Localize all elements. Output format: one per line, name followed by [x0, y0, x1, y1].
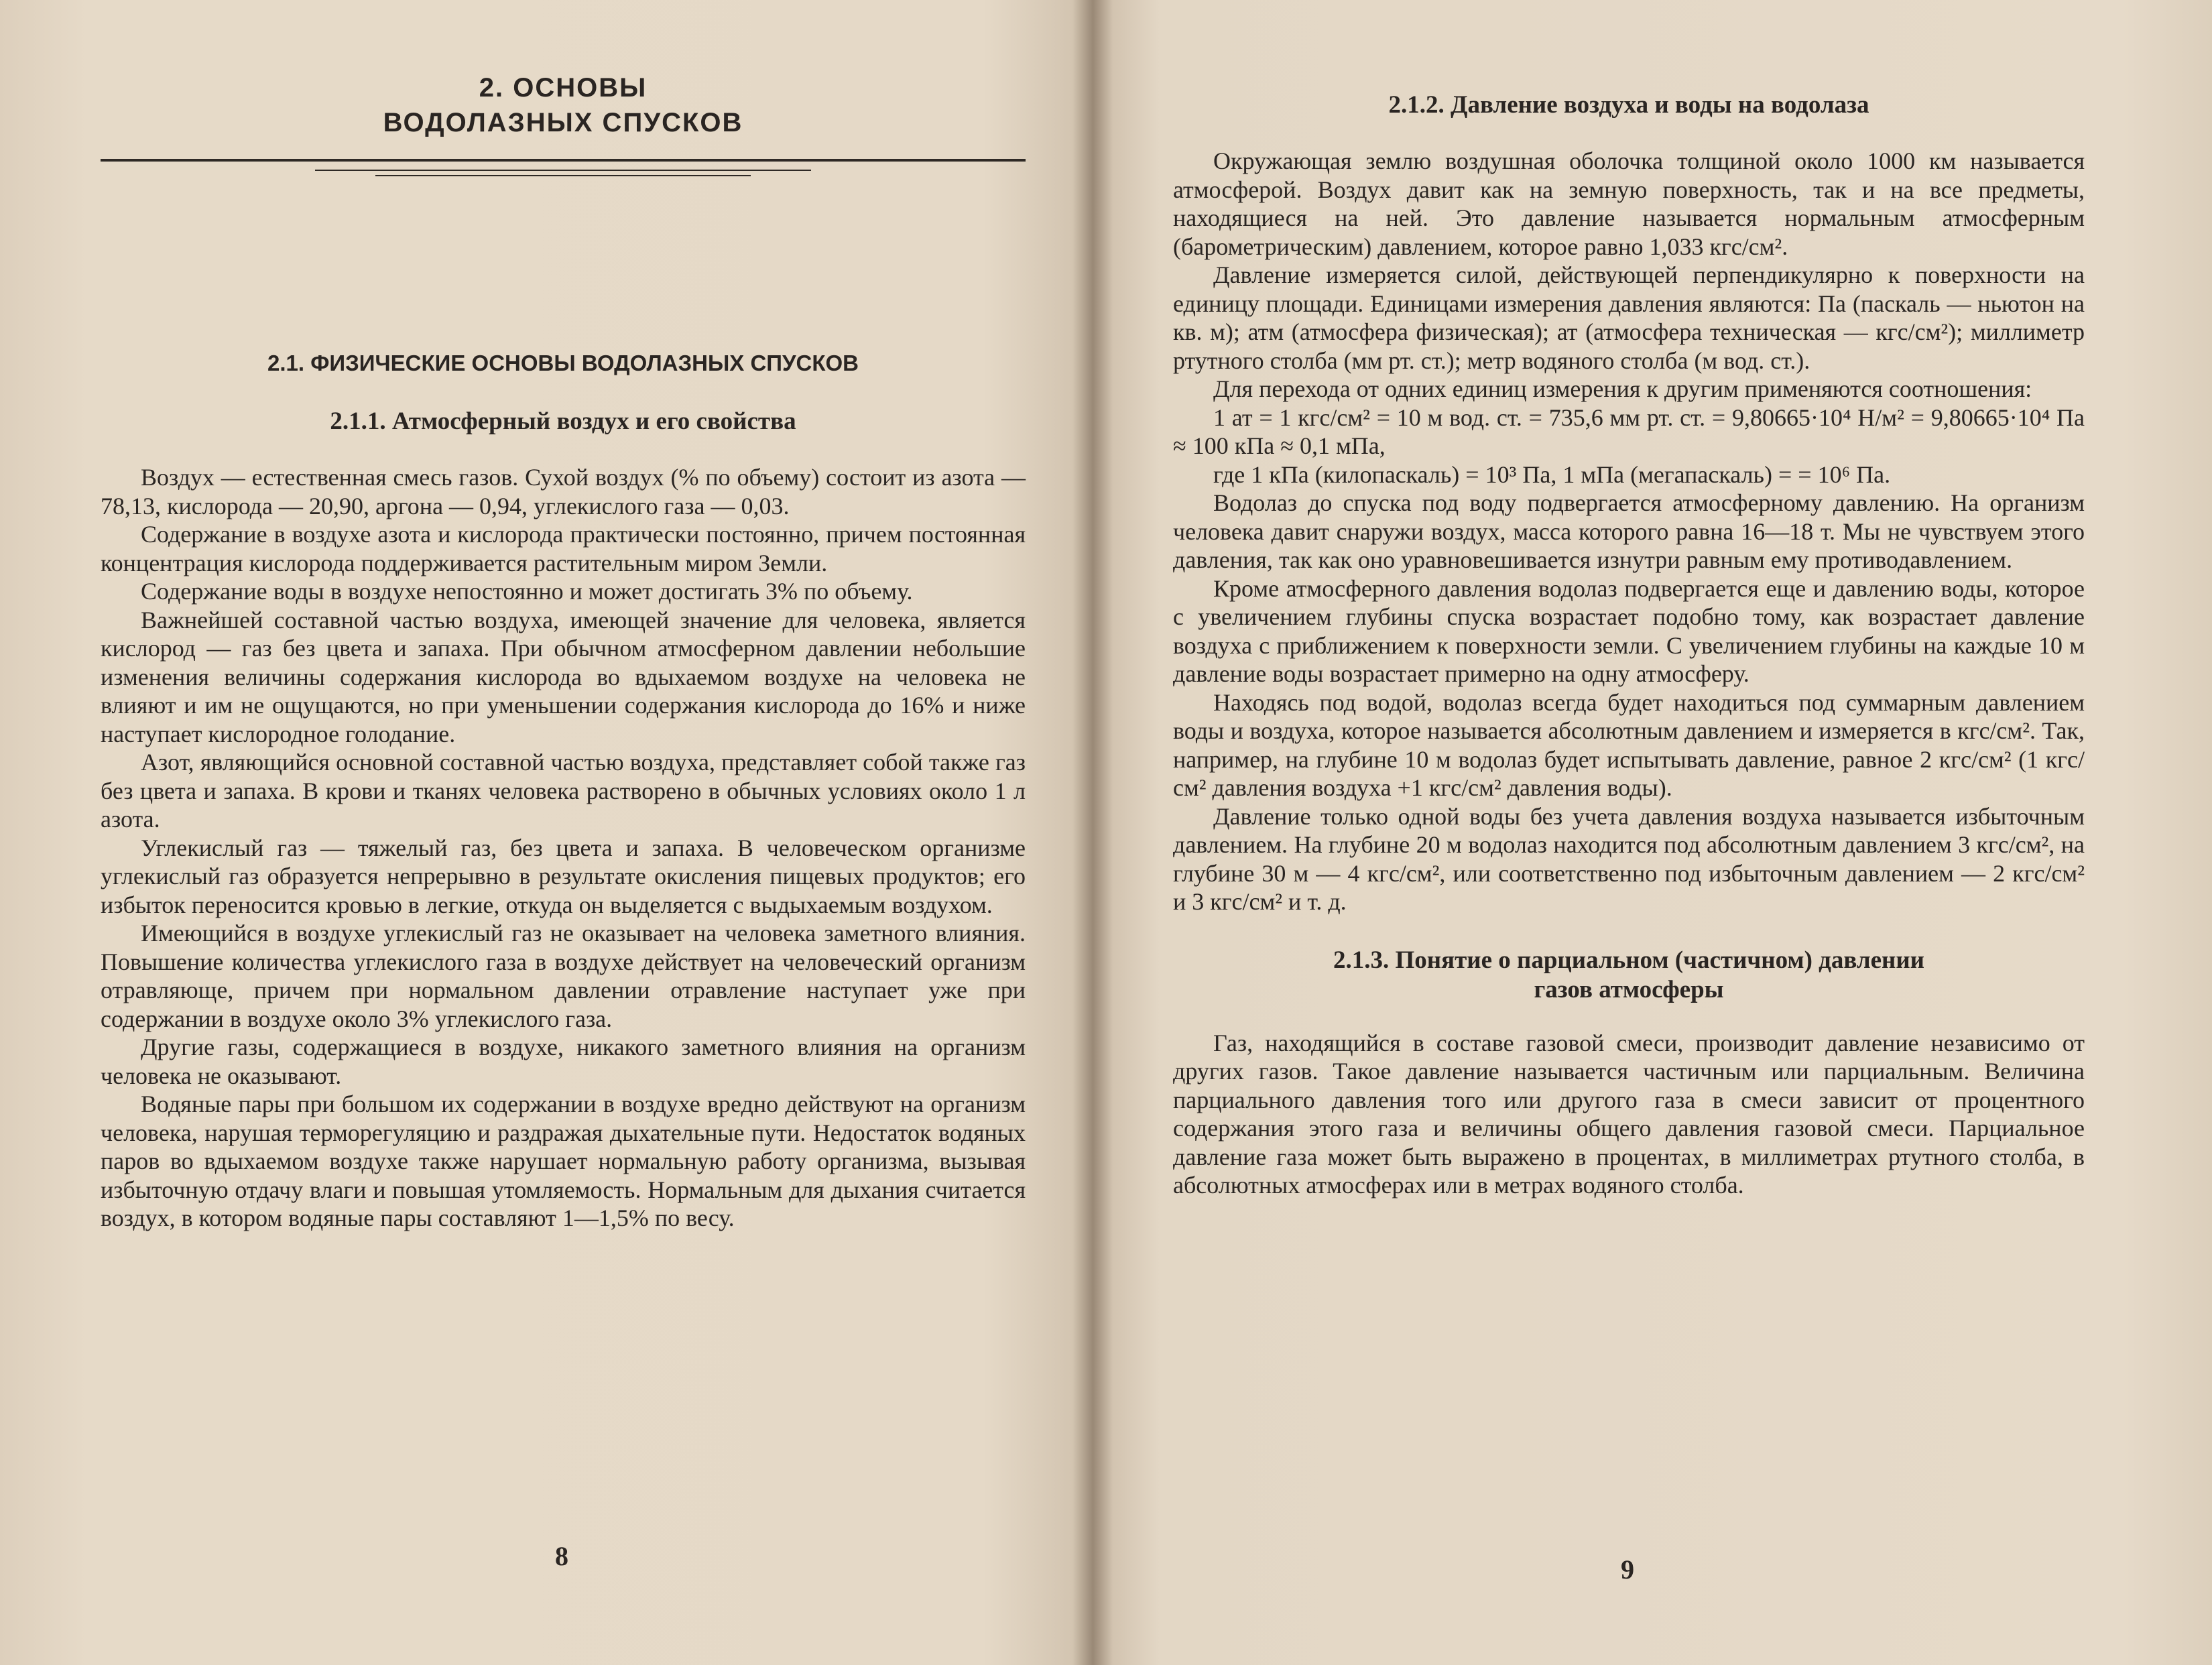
paragraph: Важнейшей составной частью воздуха, имеющей значение для человека, является кислород — газ без цвета и запаха. При обычном атмосферном давлении небольшие изменения величины содержания кислорода во вдыхаемом воздухе на человека не влияют и им не ощущаются, но при уменьшении содержания кислорода до 16% и ниже наступает кислородное голодание. [101, 606, 1026, 747]
paragraph: Имеющийся в воздухе углекислый газ не оказывает на человека заметного влияния. Повышение количества углекислого газа в воздухе действует на человеческий организм отравляюще, причем при нормальном давлении отравление наступает уже при содержании в воздухе около 3% углекислого газа. [101, 920, 1026, 1032]
paragraph: Воздух — естественная смесь газов. Сухой воздух (% по объему) состоит из азота — 78,13, кислорода — 20,90, аргона — 0,94, углекислого газа — 0,03. [101, 464, 1026, 519]
subsection-title-2-1-3-line-1: 2.1.3. Понятие о парциальном (частичном) давлении [1333, 946, 1924, 974]
paragraph: Содержание воды в воздухе непостоянно и может достигать 3% по объему. [141, 578, 913, 605]
paragraph: Давление только одной воды без учета давления воздуха называется избыточным давлением. На глубине 20 м водолаз находится под абсолютным давлением 3 кгс/см², на глубине 30 м — 4 кгс/см², или соответственно под избыточным давлением — 2 кгс/см² и 3 кгс/см² и т. д. [1173, 802, 2085, 915]
paragraph: Для перехода от одних единиц измерения к другим применяются соотношения: [1213, 375, 2032, 402]
paragraph: Водолаз до спуска под воду подвергается атмосферному давлению. На организм человека давит снаружи воздух, масса которого равна 16—18 т. Мы не чувствуем этого давления, так как оно уравновешивается изнутри равным ему противодавлением. [1173, 489, 2085, 573]
paragraph: Давление измеряется силой, действующей перпендикулярно к поверхности на единицу площади. Единицами измерения давления являются: Па (паскаль — ньютон на кв. м); атм (атмосфера физическая); ат (атмосфера техническая — кгс/см²); миллиметр ртутного столба (мм рт. ст.); метр водяного столба (м вод. ст.). [1173, 261, 2085, 374]
subsection-title-2-1-3-line-2: газов атмосферы [1534, 975, 1724, 1003]
page-number-right: 9 [1621, 1554, 1634, 1585]
chapter-rule-thick [101, 159, 1026, 162]
subsection-title-2-1-1: 2.1.1. Атмосферный воздух и его свойства [330, 408, 796, 435]
paragraph: Содержание в воздухе азота и кислорода практически постоянно, причем постоянная концентрация кислорода поддерживается растительным миром Земли. [101, 521, 1026, 576]
paragraph: Водяные пары при большом их содержании в воздухе вредно действуют на организм человека, нарушая терморегуляцию и раздражая дыхательные пути. Недостаток водяных паров во вдыхаемом воздухе также нарушает нормальную работу организма, вызывая избыточную отдачу влаги и повышая утомляемость. Нормальным для дыхания считается воздух, в котором водяные пары составляют 1—1,5% по весу. [101, 1091, 1026, 1231]
chapter-rule-thin-2 [375, 175, 751, 176]
page-number-left: 8 [555, 1541, 568, 1571]
chapter-title-line-2: ВОДОЛАЗНЫХ СПУСКОВ [383, 108, 743, 137]
paragraph: Углекислый газ — тяжелый газ, без цвета и запаха. В человеческом организме углекислый газ образуется непрерывно в результате окисления пищевых продуктов; его избыток переносится кровью в легкие, откуда он выделяется с выдыхаемым воздухом. [101, 834, 1026, 918]
left-page [0, 0, 1093, 1665]
section-title: 2.1. ФИЗИЧЕСКИЕ ОСНОВЫ ВОДОЛАЗНЫХ СПУСКОВ [267, 351, 859, 375]
paragraph: Газ, находящийся в составе газовой смеси, производит давление независимо от других газов. Такое давление называется частичным или парциальным. Величина парциального давления того или другого газа в смеси зависит от процентного содержания этого газа и величины общего давления газовой смеси. Парциальное давление газа может быть выражено в процентах, в миллиметрах ртутного столба, в абсолютных атмосферах или в метрах водяного столба. [1173, 1029, 2085, 1198]
paragraph: Другие газы, содержащиеся в воздухе, никакого заметного влияния на организм человека не оказывают. [101, 1034, 1026, 1089]
paragraph: Азот, являющийся основной составной частью воздуха, представляет собой также газ без цвета и запаха. В крови и тканях человека растворено в обычных условиях около 1 л азота. [101, 749, 1026, 832]
formula-line: где 1 кПа (килопаскаль) = 10³ Па, 1 мПа (мегапаскаль) = = 10⁶ Па. [1213, 460, 1891, 488]
left-page-content [101, 70, 1026, 1233]
paragraph: Находясь под водой, водолаз всегда будет находиться под суммарным давлением воды и воздуха, которое называется абсолютным давлением и измеряется в кгс/см². Так, например, на глубине 10 м водолаз будет испытывать давление, равное 2 кгс/см² (1 кгс/см² давления воздуха +1 кгс/см² давления воды). [1173, 688, 2085, 801]
paragraph: Окружающая землю воздушная оболочка толщиной около 1000 км называется атмосферой. Воздух давит как на земную поверхность, так и на все предметы, находящиеся на ней. Это давление называется нормальным атмосферным (барометрическим) давлением, которое равно 1,033 кгс/см². [1173, 147, 2085, 260]
formula-line: 1 ат = 1 кгс/см² = 10 м вод. ст. = 735,6 мм рт. ст. = 9,80665·10⁴ Н/м² = 9,80665·10⁴ Па ≈ 100 кПа ≈ 0,1 мПа, [1173, 404, 2085, 459]
chapter-title [101, 70, 1026, 140]
paragraph: Кроме атмосферного давления водолаз подвергается еще и давлению воды, которое с увеличением глубины спуска возрастает подобно тому, как возрастает давление воздуха с приближением к поверхности земли. С увеличением глубины на каждые 10 м давление воды возрастает примерно на одну атмосферу. [1173, 574, 2085, 687]
subsection-title-2-1-2: 2.1.2. Давление воздуха и воды на водолаза [1388, 91, 1869, 119]
right-page-content [1173, 90, 2085, 1200]
chapter-rule-thin-1 [315, 170, 811, 171]
chapter-title-line-1: 2. ОСНОВЫ [479, 73, 648, 103]
book-gutter [1072, 0, 1113, 1665]
